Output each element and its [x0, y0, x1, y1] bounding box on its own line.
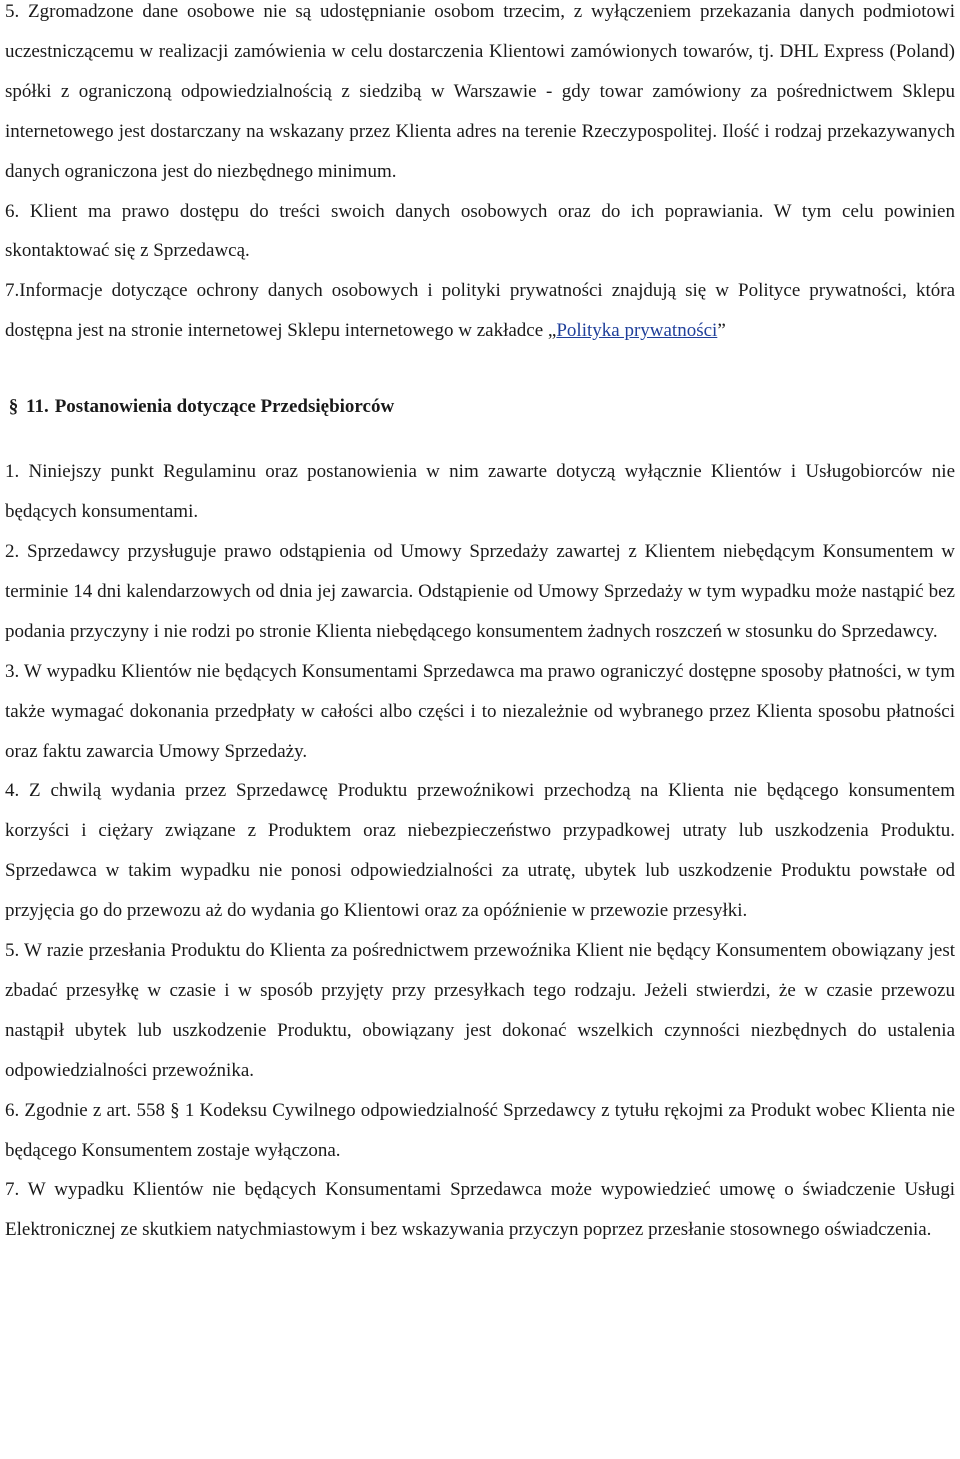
paragraph-7-text: 7.Informacje dotyczące ochrony danych osobowych i polityki prywatności znajdują się w Polityce prywatności, która dostępna jest na stronie internetowej Sklepu internetowego w zakładce — [5, 280, 955, 342]
privacy-policy-link[interactable]: Polityka prywatności — [556, 320, 718, 342]
section-11-heading — [5, 387, 955, 427]
section-paragraph-4: 4. Z chwilą wydania przez Sprzedawcę Produktu przewoźnikowi przechodzą na Klienta nie będącego konsumentem korzyści i ciężary związane z Produktem oraz niebezpieczeństwo przypadkowej utraty lub uszkodzenia Produktu. Sprzedawca w takim wypadku nie ponosi odpowiedzialności za utratę, ubytek lub uszkodzenie Produktu powstałe od przyjęcia go do przewozu aż do wydania go Klientowi oraz za opóźnienie w przewozie przesyłki. — [5, 780, 955, 922]
paragraph-7 — [5, 271, 955, 351]
section-paragraph-6: 6. Zgodnie z art. 558 § 1 Kodeksu Cywilnego odpowiedzialność Sprzedawcy z tytułu rękojmi za Produkt wobec Klienta nie będącego Konsumentem zostaje wyłączona. — [5, 1099, 955, 1161]
paragraph-6: 6. Klient ma prawo dostępu do treści swoich danych osobowych oraz do ich poprawiania. W tym celu powinien skontaktować się z Sprzedawcą. — [5, 200, 955, 262]
section-number: 11. — [26, 396, 49, 418]
section-paragraph-3: 3. W wypadku Klientów nie będących Konsumentami Sprzedawca ma prawo ograniczyć dostępne sposoby płatności, w tym także wymagać dokonania przedpłaty w całości albo części i to niezależnie od wybranego przez Klienta sposobu płatności oraz faktu zawarcia Umowy Sprzedaży. — [5, 660, 955, 762]
section-paragraph-2: 2. Sprzedawcy przysługuje prawo odstąpienia od Umowy Sprzedaży zawartej z Klientem niebędącym Konsumentem w terminie 14 dni kalendarzowych od dnia jej zawarcia. Odstąpienie od Umowy Sprzedaży w tym wypadku może nastąpić bez podania przyczyny i nie rodzi po stronie Klienta niebędącego konsumentem żadnych roszczeń w stosunku do Sprzedawcy. — [5, 540, 955, 642]
section-paragraph-1: 1. Niniejszy punkt Regulaminu oraz postanowienia w nim zawarte dotyczą wyłącznie Klientów i Usługobiorców nie będących konsumentami. — [5, 461, 955, 523]
quote-open: „ — [547, 320, 557, 342]
section-mark: § — [8, 396, 19, 418]
document-page — [5, 0, 955, 1250]
section-paragraph-5: 5. W razie przesłania Produktu do Klienta za pośrednictwem przewoźnika Klient nie będący Konsumentem obowiązany jest zbadać przesyłkę w czasie i w sposób przyjęty przy przesyłkach tego rodzaju. Jeżeli stwierdzi, że w czasie przewozu nastąpił ubytek lub uszkodzenie Produktu, obowiązany jest dokonać wszelkich czynności niezbędnych do ustalenia odpowiedzialności przewoźnika. — [5, 940, 955, 1081]
section-title: Postanowienia dotyczące Przedsiębiorców — [54, 396, 395, 418]
paragraph-5: 5. Zgromadzone dane osobowe nie są udostępnianie osobom trzecim, z wyłączeniem przekazania danych podmiotowi uczestniczącemu w realizacji zamówienia w celu dostarczenia Klientowi zamówionych towarów, tj. DHL Express (Poland) spółki z ograniczoną odpowiedzialnością z siedzibą w Warszawie - gdy towar zamówiony za pośrednictwem Sklepu internetowego jest dostarczany na wskazany przez Klienta adres na terenie Rzeczypospolitej. Ilość i rodzaj przekazywanych danych ograniczona jest do niezbędnego minimum. — [5, 1, 955, 182]
section-paragraph-7: 7. W wypadku Klientów nie będących Konsumentami Sprzedawca może wypowiedzieć umowę o świadczenie Usługi Elektronicznej ze skutkiem natychmiastowym i bez wskazywania przyczyn poprzez przesłanie stosownego oświadczenia. — [5, 1179, 955, 1241]
quote-close: ” — [717, 320, 726, 342]
